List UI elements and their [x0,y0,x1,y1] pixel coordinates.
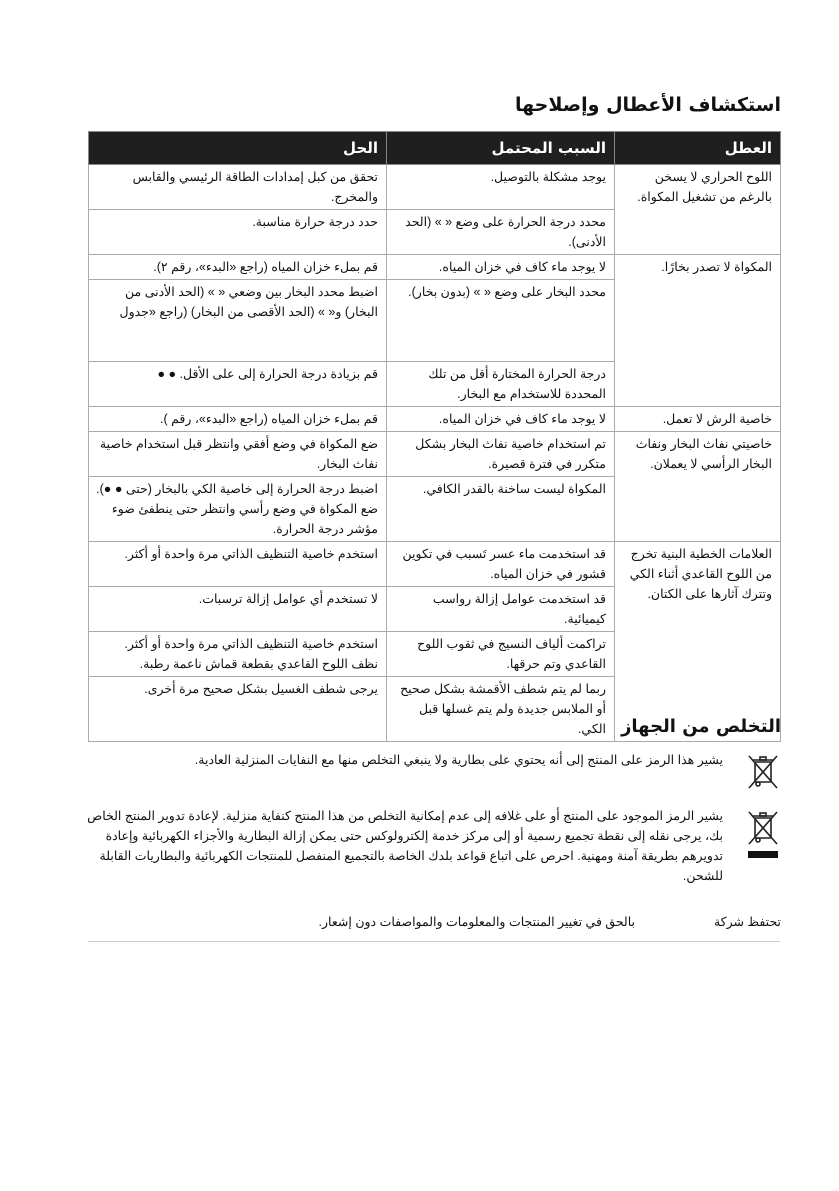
cause-cell: يوجد مشكلة بالتوصيل. [387,165,615,210]
footer-rights: بالحق في تغيير المنتجات والمعلومات والمواصفات دون إشعار. [318,915,635,929]
fault-cell: المكواة لا تصدر بخارًا. [615,255,781,407]
table-row [89,407,781,432]
table-row [89,432,781,477]
solution-cell: تحقق من كبل إمدادات الطاقة الرئيسي والقابس والمخرج. [89,165,387,210]
footer-company: تحتفظ شركة [713,915,781,929]
header-solution: الحل [89,132,387,165]
cause-cell: درجة الحرارة المختارة أقل من تلك المحددة للاستخدام مع البخار. [387,362,615,407]
table-row [89,255,781,280]
solution-cell: اضبط درجة الحرارة إلى خاصية الكي بالبخار (حتى ● ●). ضع المكواة في وضع رأسي وانتظر حتى ينطفئ ضوء مؤشر درجة الحرارة. [89,477,387,542]
cause-cell: قد استخدمت عوامل إزالة رواسب كيميائية. [387,587,615,632]
header-fault: العطل [615,132,781,165]
cause-cell: لا يوجد ماء كاف في خزان المياه. [387,407,615,432]
table-row [89,165,781,210]
fault-cell: اللوح الحراري لا يسخن بالرغم من تشغيل المكواة. [615,165,781,255]
solution-cell: قم بزيادة درجة الحرارة إلى على الأقل. ● ● [89,362,387,407]
disposal-text: يشير هذا الرمز على المنتج إلى أنه يحتوي على بطارية ولا ينبغي التخلص منها مع النفايات المنزلية العادية. [194,753,723,767]
table-row [89,542,781,587]
solution-cell: يرجى شطف الغسيل بشكل صحيح مرة أخرى. [89,677,387,742]
disposal-text: يشير الرمز الموجود على المنتج أو على غلافه إلى عدم إمكانية التخلص من هذا المنتج كنفاية منزلية. لإعادة تدوير المنتج الخاص بك، يرجى نقله إلى نقطة تجميع رسمية أو إلى مركز خدمة إلكترولوكس حتى يمكن إزالة البطارية والأجزاء الكهربائية وإعادة تدويرهم بطريقة آمنة ومهنية. احرص على اتباع قواعد بلدك الخاصة بالتجميع المنفصل للمنتجات الكهربائية والبطاريات القابلة للشحن. [87,809,723,883]
fault-cell: العلامات الخطية البنية تخرج من اللوح القاعدي أثناء الكي وتترك آثارها على الكتان. [615,542,781,742]
cause-cell: لا يوجد ماء كاف في خزان المياه. [387,255,615,280]
cause-cell: ربما لم يتم شطف الأقمشة بشكل صحيح أو الملابس جديدة ولم يتم غسلها قبل الكي. [387,677,615,742]
solution-cell: استخدم خاصية التنظيف الذاتي مرة واحدة أو أكثر. [89,542,387,587]
troubleshooting-title: استكشاف الأعطال وإصلاحها [514,94,781,116]
solution-cell: لا تستخدم أي عوامل إزالة ترسبات. [89,587,387,632]
cause-cell: تراكمت ألياف النسيج في ثقوب اللوح القاعدي وتم حرقها. [387,632,615,677]
disposal-title: التخلص من الجهاز [621,716,781,737]
troubleshooting-table [88,131,781,742]
cause-cell: قد استخدمت ماء عسر تَسبب في تكوين قشور في خزان المياه. [387,542,615,587]
solution-cell: استخدم خاصية التنظيف الذاتي مرة واحدة أو أكثر. نظف اللوح القاعدي بقطعة قماش ناعمة رطبة. [89,632,387,677]
disposal-item-battery [81,750,781,770]
solution-cell: قم بملء خزان المياه (راجع «البدء»، رقم ٢). [89,255,387,280]
solution-cell: اضبط محدد البخار بين وضعي « » (الحد الأدنى من البخار) و« » (الحد الأقصى من البخار) (راجع «جدول [89,280,387,362]
disposal-item-product [81,806,781,886]
solution-cell: حدد درجة حرارة مناسبة. [89,210,387,255]
cause-cell: محدد درجة الحرارة على وضع « » (الحد الأدنى). [387,210,615,255]
cause-cell: المكواة ليست ساخنة بالقدر الكافي. [387,477,615,542]
fault-cell: خاصيتي نفاث البخار ونفاث البخار الرأسي لا يعملان. [615,432,781,542]
cause-cell: محدد البخار على وضع « » (بدون بخار). [387,280,615,362]
solution-cell: ضع المكواة في وضع أفقي وانتظر قبل استخدام خاصية نفاث البخار. [89,432,387,477]
divider [88,941,780,942]
header-cause: السبب المحتمل [387,132,615,165]
solution-cell: قم بملء خزان المياه (راجع «البدء»، رقم ). [89,407,387,432]
crossed-bin-icon [745,750,781,794]
crossed-bin-bar-icon [745,806,781,862]
table-header-row [89,132,781,165]
fault-cell: خاصية الرش لا تعمل. [615,407,781,432]
cause-cell: تم استخدام خاصية نفاث البخار بشكل متكرر في فترة قصيرة. [387,432,615,477]
